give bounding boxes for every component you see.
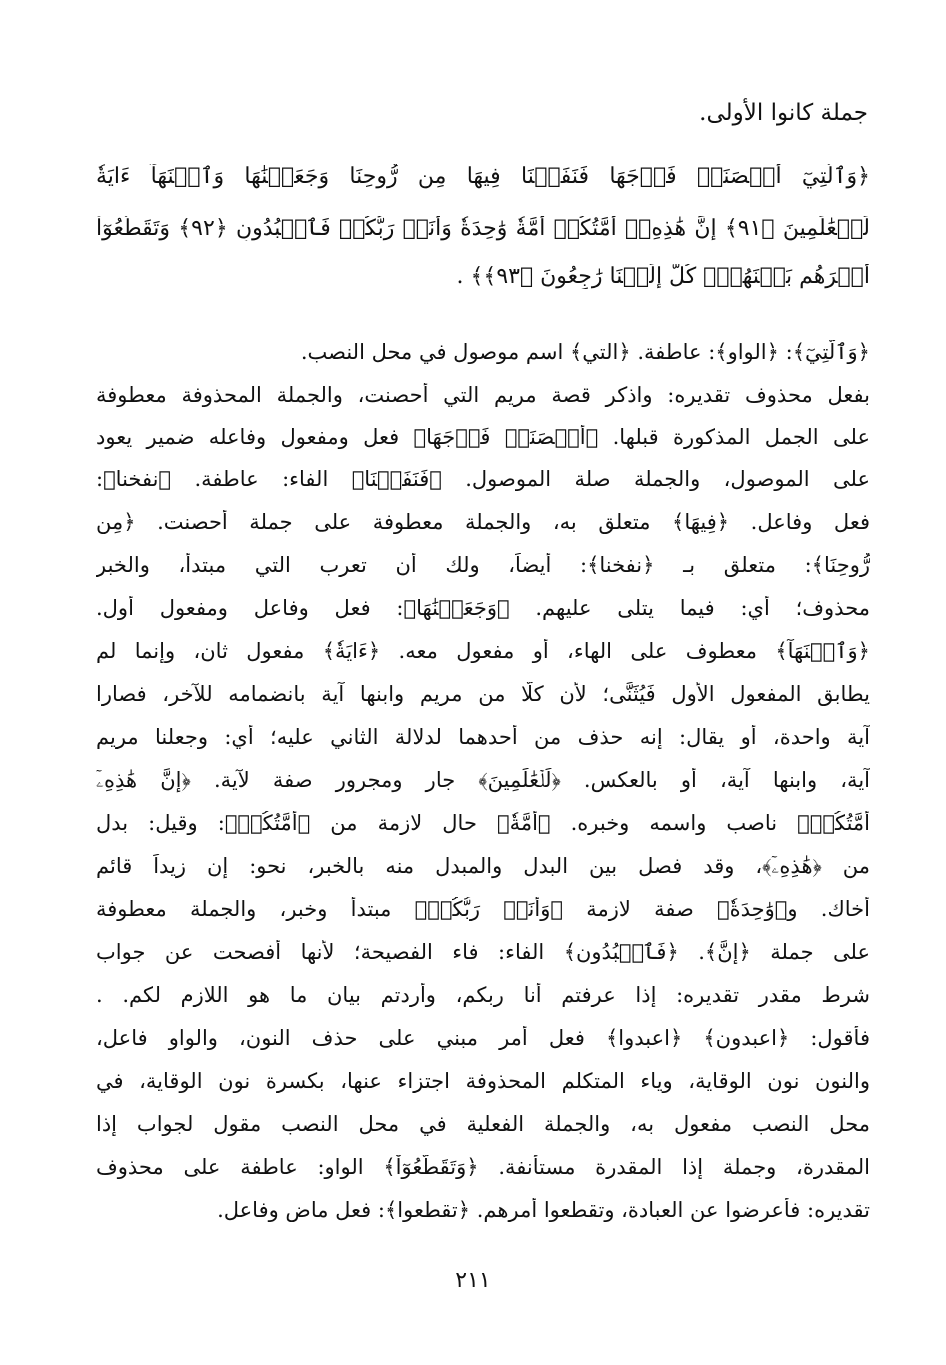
body-line: فعل وفاعل. ﴿فِيهَا﴾ متعلق به، والجملة معطوفة على جملة أحصنت. ﴿مِن	[96, 510, 870, 534]
body-line: على الجمل المذكورة قبلها. ﴿أَحۡصَنَتۡ فَرۡجَهَا﴾ فعل ومفعول وفاعله ضمير يعود	[96, 425, 870, 449]
verse-line: لِّلۡعَٰلَمِينَ ﴿٩١﴾ إِنَّ هَٰذِهِۦٓ أُمَّتُكُمۡ أُمَّةٗ وَٰحِدَةٗ وَأَنَا۠ رَبُّكُمۡ فَٱعۡبُدُونِ ﴿٩٢﴾ وَتَقَطَّعُوٓاْ	[96, 216, 870, 241]
body-line: تقديره: فأعرضوا عن العبادة، وتقطعوا أمرهم. ﴿تقطعوا﴾: فعل ماض وفاعل.	[217, 1198, 870, 1222]
body-line: فأقول: ﴿اعبدون﴾ ﴿اعبدوا﴾ فعل أمر مبني على حذف النون، والواو فاعل،	[96, 1026, 870, 1050]
body-line: بفعل محذوف تقديره: واذكر قصة مريم التي أحصنت، والجملة المحذوفة معطوفة	[96, 383, 870, 407]
verse-line: ﴿وَٱلَّتِيٓ أَحۡصَنَتۡ فَرۡجَهَا فَنَفَخۡنَا فِيهَا مِن رُّوحِنَا وَجَعَلۡنَٰهَا وَٱبۡنَهَآ ءَايَةٗ	[96, 164, 870, 189]
body-line: على الموصول، والجملة صلة الموصول. ﴿فَنَفَخۡنَا﴾ الفاء: عاطفة. ﴿نفخنا﴾:	[96, 467, 870, 491]
verse-line: أَمۡرَهُم بَيۡنَهُمۡۖ كُلٌّ إِلَيۡنَا رَٰجِعُونَ ﴿٩٣﴾﴾ .	[456, 264, 870, 289]
body-line: والنون نون الوقاية، وياء المتكلم المحذوفة اجتزاء عنها، بكسرة نون الوقاية، في	[96, 1069, 870, 1093]
body-line: ﴿وَٱلَّتِيٓ﴾: ﴿الواو﴾: عاطفة. ﴿التي﴾ اسم موصول في محل النصب.	[300, 340, 870, 364]
body-line: أخاك. و﴿وَٰحِدَةٗ﴾ صفة لازمة ﴿وَأَنَا۠ رَبُّكُمۡ﴾ مبتدأ وخبر، والجملة معطوفة	[96, 897, 870, 921]
body-line: يطابق المفعول الأول فَيُثَنَّى؛ لأن كلًّا من مريم وابنها آية بانضمامه للآخر، فصارا	[96, 682, 870, 706]
body-line: محذوف؛ أي: فيما يتلى عليهم. ﴿وَجَعَلۡنَٰهَا﴾: فعل وفاعل ومفعول أول.	[96, 596, 870, 620]
body-line: محل النصب مفعول به، والجملة الفعلية في محل النصب مقول لجواب إذا	[96, 1112, 870, 1136]
body-line: من ﴿هَٰذِهِۦٓ﴾، وقد فصل بين البدل والمبدل منه بالخبر، نحو: إن زيداً قائم	[96, 854, 870, 878]
body-line: شرط مقدر تقديره: إذا عرفتم أنا ربكم، وأردتم بيان ما هو اللازم لكم. .	[96, 983, 870, 1007]
body-line: ﴿وَٱبۡنَهَآ﴾ معطوف على الهاء، أو مفعول معه. ﴿ءَايَةٗ﴾ مفعول ثان، وإنما لم	[96, 639, 870, 663]
body-line: آية واحدة، أو يقال: إنه حذف من أحدهما لدلالة الثاني عليه؛ أي: وجعلنا مريم	[96, 725, 870, 749]
body-line: آية، وابنها آية، أو بالعكس. ﴿لِّلۡعَٰلَمِينَ﴾ جار ومجرور صفة لآية. ﴿إِنَّ هَٰذِهِۦٓ	[96, 768, 870, 792]
body-line: على جملة ﴿إِنَّ﴾. ﴿فَٱعۡبُدُونِ﴾ الفاء: فاء الفصيحة؛ لأنها أفصحت عن جواب	[96, 940, 870, 964]
body-line: أُمَّتُكُمۡ﴾ ناصب واسمه وخبره. ﴿أُمَّةٗ﴾ حال لازمة من ﴿أُمَّتُكُمۡ﴾: وقيل: بدل	[96, 811, 870, 835]
body-line: المقدرة، وجملة إذا المقدرة مستأنفة. ﴿وَتَقَطَّعُوٓاْ﴾ الواو: عاطفة على محذوف	[96, 1155, 870, 1179]
page-number: ٢١١	[455, 1268, 491, 1293]
body-line: رُّوحِنَا﴾: متعلق بـ ﴿نفخنا﴾: أيضاً، ولك أن تعرب التي مبتدأ، والخبر	[96, 553, 870, 577]
intro-line: جملة كانوا الأولى.	[699, 100, 868, 126]
